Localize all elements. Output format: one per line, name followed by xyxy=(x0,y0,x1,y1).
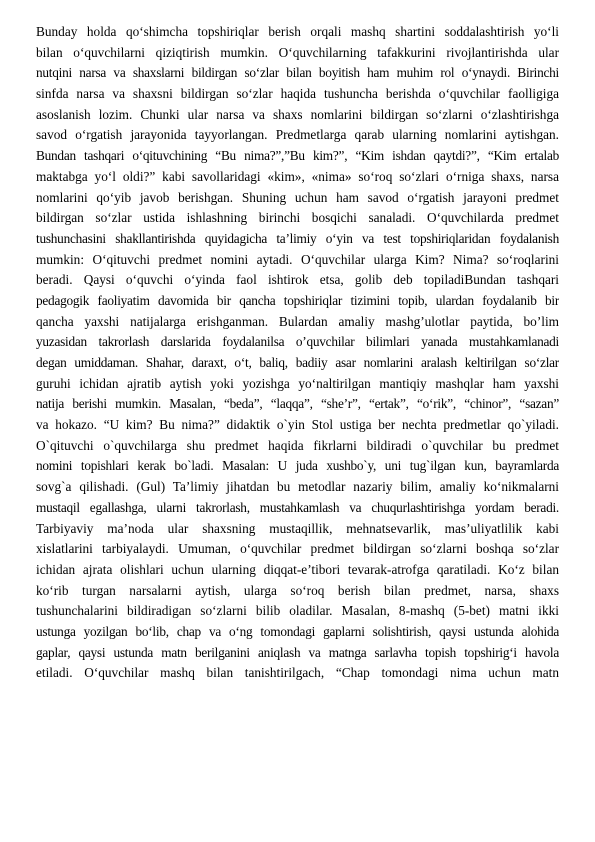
document-page xyxy=(36,22,559,684)
text-line: etiladi. O‘quvchilar mashq bilan tanishtirilgach, “Chap tomondagi nima uchun matn xyxy=(36,665,559,681)
text-line: degan umiddaman. Shahar, daraxt, o‘t, baliq, badiiy asar nomlarini aralash keltirilgan so‘zlar xyxy=(36,355,559,370)
text-line: qancha yaxshi natijalarga erishganman. Bulardan amaliy mashg’ulotlar paytida, bo’lim xyxy=(36,313,559,329)
text-line: yuzasidan takrorlash darslarida foydalanilsa o’quvchilar bilimlari yanada mustahkamlanadi xyxy=(36,334,559,350)
text-line: Bunday holda qo‘shimcha topshiriqlar berish orqali mashq shartini soddalashtirish yo‘li xyxy=(36,24,559,39)
text-line: mustaqil egallashga, ularni takrorlash, mustahkamlash va chuqurlashtirishga yordam beradi. xyxy=(36,499,559,515)
text-line: nomlarini qo‘yib javob berishgan. Shuning uchun ham savod o‘rgatish jarayoni predmet xyxy=(36,189,559,205)
text-line: ichidan ajrata olishlari uchun ularning diqqat-e’tibori tevarak-atrofga qaratiladi. Ko‘z bilan xyxy=(36,561,559,577)
text-line: bilan o‘quvchilarni qiziqtirish mumkin. O‘quvchilarning tafakkurini rivojlantirishda ular xyxy=(36,44,559,60)
text-line: O`qituvchi o`quvchilarga shu predmet haqida fikrlarni bildiradi o`quvchilar bu predmet xyxy=(36,437,559,453)
text-line: pedagogik faoliyatim davomida bir qancha topshiriqlar tizimini topib, ulardan foydalanib bir xyxy=(36,292,559,308)
text-line: nomini topishlari kerak bo`ladi. Masalan: U juda xushbo`y, uni tug`ilgan kun, bayramlarda xyxy=(36,458,559,474)
text-line: xislatlarini tarbiyalaydi. Umuman, o‘quvchilar predmet bildirgan so‘zlarni boshqa so‘zlar xyxy=(36,541,559,557)
text-line: tushunchasini shakllantirishda quyidagicha ta’limiy o‘yin va test topshiriqlaridan foydalanish xyxy=(36,230,559,246)
text-line: asoslanish lozim. Chunki ular narsa va shaxs nomlarini bildirgan so‘zlarni o‘zlashtirishga xyxy=(36,106,559,122)
text-line: natija berishi mumkin. Masalan, “beda”, “laqqa”, “she’r”, “ertak”, “o‘rik”, “chinor”, “sazan” xyxy=(36,396,559,412)
text-line: gaplar, qaysi ustunda matn berilganini aniqlash va matnga sarlavha topish topshirig‘i havola xyxy=(36,644,559,660)
text-line: savod o‘rgatish jarayonida tayyorlangan. Predmetlarga qarab ularning nomlarini aytishgan. xyxy=(36,127,559,143)
text-line: maktabga yo‘l oldi?” kabi savollaridagi «kim», «nima» so‘roq so‘zlari o‘rniga shaxs, narsa xyxy=(36,168,559,184)
text-line: nutqini narsa va shaxslarni bildirgan so‘zlar bilan boyitish ham muhim rol o‘ynaydi. Birinchi xyxy=(36,65,559,81)
text-line: guruhi ichidan ajratib aytish yoki yozishga yo‘naltirilgan mantiqiy mashqlar ham yaxshi xyxy=(36,375,559,391)
text-line: beradi. Qaysi o‘quvchi o‘yinda faol ishtirok etsa, golib deb topiladiBundan tashqari xyxy=(36,272,559,288)
text-line: Bundan tashqari o‘qituvchining “Bu nima?”,”Bu kim?”, “Kim ishdan qaytdi?”, “Kim ertalab xyxy=(36,148,559,164)
text-line: va hokazo. “U kim? Bu nima?” didaktik o`yin Stol ustiga ber nechta predmetlar qo`yiladi. xyxy=(36,417,559,433)
text-line: sinfda narsa va shaxsni bildirgan so‘zlar haqida tushuncha berishda o‘quvchilar faolligiga xyxy=(36,86,559,102)
text-line: bildirgan so‘zlar ustida ishlashning birinchi bosqichi sanaladi. O‘quvchilarda predmet xyxy=(36,210,559,226)
text-line: Tarbiyaviy ma’noda ular shaxsning mustaqillik, mehnatsevarlik, mas’uliyatlilik kabi xyxy=(36,520,559,536)
text-line: ko‘rib turgan narsalarni aytish, ularga so‘roq berish bilan predmet, narsa, shaxs xyxy=(36,582,559,598)
text-line: ustunga yozilgan bo‘lib, chap va o‘ng tomondagi gaplarni solishtirish, qaysi ustunda alohida xyxy=(36,623,559,639)
text-line: tushunchalarini bildiradigan so‘zlarni bilib oladilar. Masalan, 8-mashq (5-bet) matni ikki xyxy=(36,603,559,619)
text-line: mumkin: O‘qituvchi predmet nomini aytadi. O‘quvchilar ularga Kim? Nima? so‘roqlarini xyxy=(36,251,559,267)
text-line: sovg`a qilishadi. (Gul) Ta’limiy jihatdan bu metodlar nazariy bilim, amaliy ko‘nikmalarni xyxy=(36,479,559,495)
